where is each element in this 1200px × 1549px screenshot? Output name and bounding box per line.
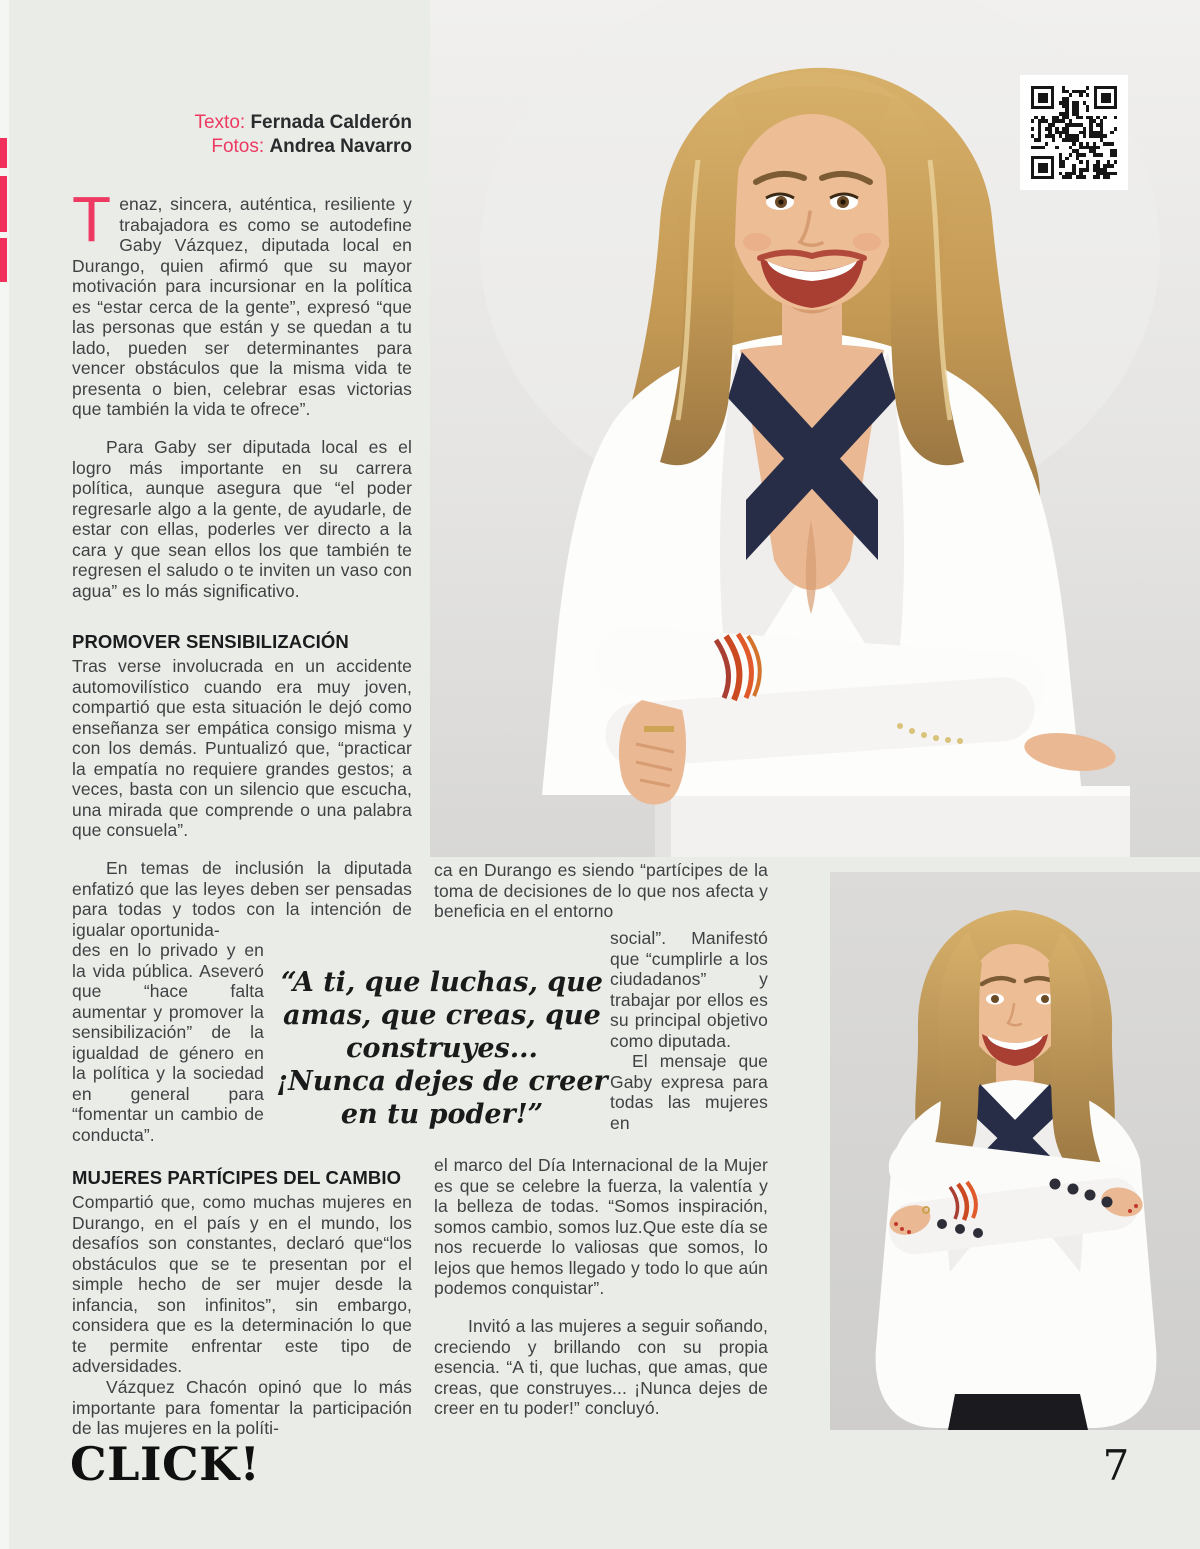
page-number: 7 xyxy=(1102,1441,1130,1490)
byline-fotos xyxy=(72,135,412,159)
section2-paragraph-1: Compartió que, como muchas mujeres en Durango, en el país y en el mundo, los desafíos son constantes, declaró que“los obstáculos que se te presentan por el simple hecho de ser mujer desde la infancia, son infinitos”, sin embargo, considera que es la determinación lo que te permite enfrentar este tipo de adversidades. xyxy=(72,1192,412,1376)
print-mark-1 xyxy=(0,138,7,168)
byline-texto xyxy=(72,111,412,135)
qr-finder-top-left xyxy=(1031,86,1054,109)
continuation-paragraph-2-wide: el marco del Día Internacional de la Mujer es que se celebre la fuerza, la valentía y la belleza de todas. “Somos inspiración, somos cambio, somos luz.Que este día se nos recuerde lo valiosas que somos, lo lejos que hemos llegado y todo lo que aún podemos conquistar”. xyxy=(434,1155,768,1298)
qr-code xyxy=(1020,75,1128,190)
section1-paragraph-1: Tras verse involucrada en un accidente automovilístico cuando era muy joven, compartió que esta situación le dejó como enseñanza ser empática consigo misma y con los demás. Puntualizó que, “practicar la empatía no requiere grandes gestos; a veces, basta con un silencio que escucha, una mirada que comprende o una palabra que consuela”. xyxy=(72,656,412,840)
pull-quote-line: en tu poder!” xyxy=(340,1099,544,1130)
intro-paragraph-1-text: enaz, sincera, auténtica, resiliente y trabajadora es como se autodefine Gaby Vázquez, diputada local en Durango, quien afirmó que su mayor motivación para incursionar en la política es “estar cerca de la gente”, expresó “que las personas que están y se quedan a tu lado, pueden ser determinantes para vencer obstáculos que la misma vida te presenta o bien, celebrar esas victorias que también la vida te ofrece”. xyxy=(72,194,412,419)
woman-portrait-arms-crossed xyxy=(830,872,1200,1430)
section1-paragraph-2-narrow: des en lo privado y en la vida pública. Aseveró que “hace falta aumentar y promover la sensibilización” de la igualdad de género en la política y la sociedad en general para “fomentar un cambio de conducta”. xyxy=(72,940,264,1145)
byline-texto-label: Texto: xyxy=(194,112,246,133)
intro-paragraph-2: Para Gaby ser diputada local es el logro más importante en su carrera política, aunque asegura que “el poder regresarle algo a la gente, de ayudarle, de estar con ellas, poderles ver directo a la cara y que sean ellos los que también te regresen el saludo o te inviten un vaso con agua” es lo más significativo. xyxy=(72,437,412,601)
magazine-logo: CLICK! xyxy=(70,1437,261,1491)
section-title-promover: PROMOVER SENSIBILIZACIÓN xyxy=(72,631,349,652)
qr-finder-bottom-left xyxy=(1031,156,1054,179)
drop-cap: T xyxy=(72,183,112,255)
pull-quote-line: ¡Nunca dejes de creer xyxy=(276,1066,608,1097)
continuation-paragraph-1-narrow: social”. Manifestó que “cumplirle a los ciudadanos” y trabajar por ellos es su principal objetivo como diputada. xyxy=(610,928,768,1051)
continuation-narrow-block xyxy=(610,928,768,1133)
pull-quote-line: construyes... xyxy=(346,1033,538,1064)
page-edge xyxy=(0,0,9,1549)
pull-quote-line: “A ti, que luchas, que xyxy=(281,967,603,998)
intro-paragraph-1 xyxy=(72,183,412,420)
section2-paragraph-2: Vázquez Chacón opinó que lo más importante para fomentar la participación de las mujeres en la políti- xyxy=(72,1377,412,1438)
qr-finder-top-right xyxy=(1094,86,1117,109)
pull-quote-line: amas, que creas, que xyxy=(283,1000,601,1031)
byline xyxy=(72,111,412,158)
continuation-paragraph-1-wide: ca en Durango es siendo “partícipes de la toma de decisiones de lo que nos afecta y beneficia en el entorno xyxy=(434,860,768,921)
print-mark-2 xyxy=(0,176,7,232)
continuation-paragraph-3: Invitó a las mujeres a seguir soñando, creciendo y brillando con su propia esencia. “A ti, que luchas, que amas, que creas, que construyes... ¡Nunca dejes de creer en tu poder!” concluyó. xyxy=(434,1316,768,1418)
print-mark-3 xyxy=(0,238,7,282)
byline-fotos-value: Andrea Navarro xyxy=(269,135,412,157)
continuation-paragraph-2-narrow: El mensaje que Gaby expresa para todas las mujeres en xyxy=(610,1051,768,1133)
bottom-photo xyxy=(830,872,1200,1430)
pull-quote xyxy=(272,966,612,1131)
section1-paragraph-2-wide: En temas de inclusión la diputada enfatizó que las leyes deben ser pensadas para todas y todos con la intención de igualar oportunida- xyxy=(72,858,412,940)
section-title-mujeres: MUJERES PARTÍCIPES DEL CAMBIO xyxy=(72,1167,402,1188)
byline-texto-value: Fernada Calderón xyxy=(250,112,412,133)
byline-fotos-label: Fotos: xyxy=(211,135,265,157)
